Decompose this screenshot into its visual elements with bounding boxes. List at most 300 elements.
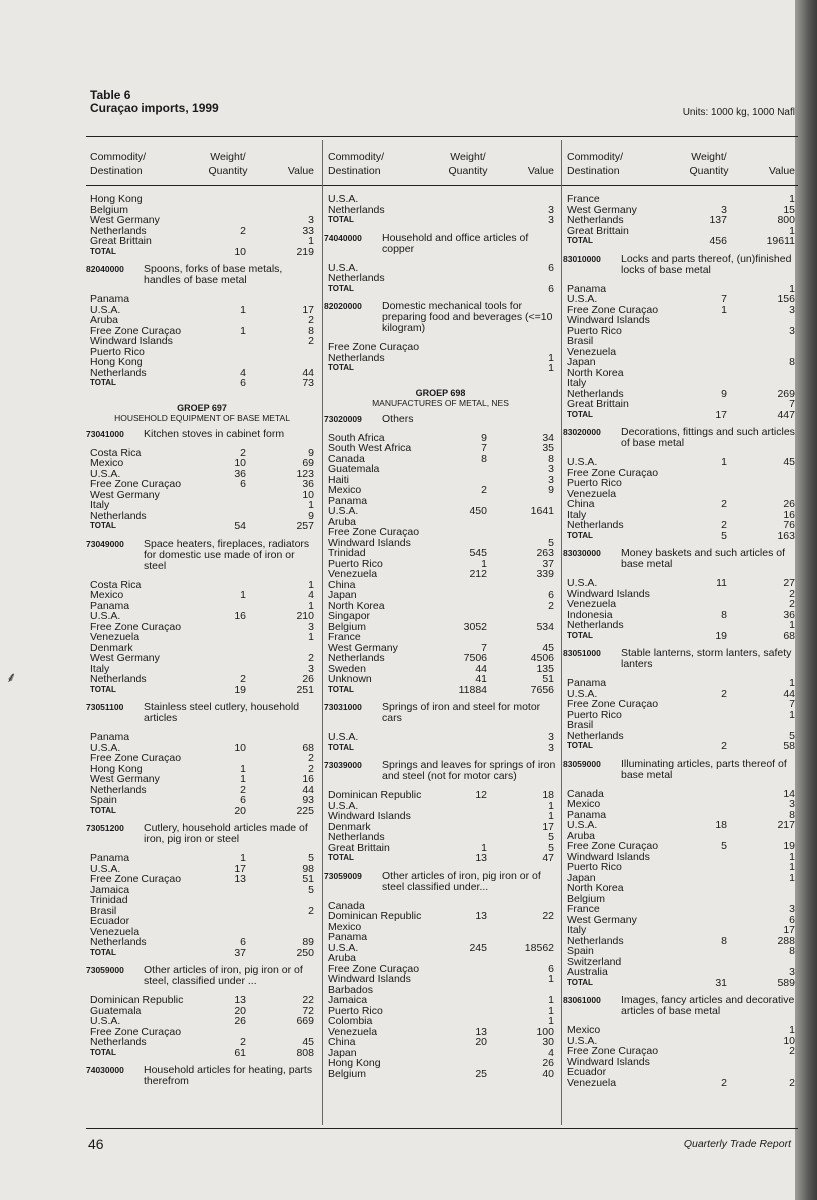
table-title: Curaçao imports, 1999: [90, 101, 219, 115]
table-row: [86, 490, 318, 501]
table-row: [86, 368, 318, 379]
commodity-destination-label: [90, 150, 146, 178]
destination-name: Free Zone Curaçao: [90, 1025, 182, 1038]
value-amount: 10: [302, 488, 314, 501]
commodity-destination-label: [567, 150, 623, 178]
table-row: [563, 699, 795, 710]
destination-name: Japan: [328, 589, 357, 601]
value-amount: 4: [308, 589, 314, 601]
value-amount: 135: [536, 662, 554, 675]
table-row: [563, 904, 795, 915]
table-row: [563, 820, 795, 831]
table-column-2: [324, 150, 557, 1079]
table-row: [563, 1067, 795, 1078]
value-amount: 534: [536, 620, 554, 633]
table-row: [563, 326, 795, 337]
weight-value: 1: [481, 557, 487, 570]
weight-value: 41: [475, 673, 487, 685]
footer-rule: [86, 1128, 798, 1129]
weight-value: 1: [721, 456, 727, 468]
total-label: TOTAL: [567, 977, 593, 987]
table-row: [324, 943, 557, 954]
destination-name: Hong Kong: [328, 1057, 381, 1069]
weight-value: 2: [721, 519, 727, 531]
value-amount: 1: [789, 193, 795, 205]
weight-value: 2: [721, 498, 727, 510]
destination-name: Venezuela: [328, 568, 378, 580]
table-row: [324, 580, 557, 591]
table-row: [324, 506, 557, 517]
table-row: [324, 832, 557, 843]
destination-name: Unknown: [328, 673, 372, 685]
destination-name: Windward Islands: [567, 850, 650, 863]
table-row: [86, 215, 318, 226]
destination-name: Puerto Rico: [567, 477, 622, 489]
value-amount: 1: [548, 1015, 554, 1027]
value-amount: 669: [296, 1015, 314, 1027]
value-amount: 1: [789, 871, 795, 884]
weight-value: 11: [716, 577, 727, 589]
table-row: [563, 925, 795, 936]
table-row: [563, 489, 795, 500]
destination-name: Brasil: [90, 904, 117, 917]
destination-name: Netherlands: [90, 783, 147, 796]
weight-value: 1: [240, 589, 246, 601]
weight-value: 5: [721, 529, 727, 542]
weight-value: 1: [240, 324, 246, 337]
value-amount: 93: [302, 794, 314, 806]
value-amount: 2: [308, 762, 314, 775]
destination-name: Windward Islands: [328, 973, 411, 985]
table-row: [86, 785, 318, 796]
commodity-heading: [324, 233, 557, 255]
value-amount: 89: [302, 936, 314, 948]
weight-label: Weight/: [210, 151, 246, 163]
destination-name: Belgium: [567, 892, 605, 905]
total-label: TOTAL: [90, 947, 116, 957]
table-row: [86, 590, 318, 601]
commodity-heading: [86, 1065, 318, 1087]
table-row: [563, 368, 795, 379]
table-row: [324, 464, 557, 475]
total-label: TOTAL: [328, 684, 354, 694]
destination-name: Canada: [567, 787, 604, 800]
destination-name: Hong Kong: [90, 356, 143, 368]
destination-name: North Korea: [328, 599, 385, 612]
units-label: Units: 1000 kg, 1000 Nafl: [682, 107, 795, 118]
weight-value: 2: [721, 687, 727, 700]
value-amount: 69: [302, 457, 314, 469]
table-row: [563, 336, 795, 347]
value-amount: 36: [302, 478, 314, 490]
weight-value: 20: [475, 1036, 487, 1048]
table-row: [86, 853, 318, 864]
table-row: [86, 315, 318, 326]
destination-name: Mexico: [90, 589, 124, 601]
value-amount: 19611: [766, 235, 795, 247]
table-row: [563, 720, 795, 731]
weight-value: 3052: [463, 620, 487, 633]
destination-name: China: [328, 1036, 356, 1048]
destination-name: Windward Islands: [567, 1055, 650, 1068]
destination-name: South Africa: [328, 431, 385, 444]
destination-name: Dominican Republic: [328, 910, 422, 922]
destination-name: Aruba: [328, 515, 357, 528]
destination-name: West Germany: [90, 214, 160, 226]
table-row: [324, 653, 557, 664]
value-amount: 6: [548, 261, 554, 274]
destination-name: Aruba: [328, 952, 357, 964]
commodity-description: Stable lanterns, storm lanters, safety lanters: [621, 647, 792, 670]
weight-value: 2: [240, 783, 246, 796]
value-amount: 7656: [530, 683, 554, 696]
total-label: TOTAL: [567, 409, 593, 419]
destination-name: Barbados: [328, 983, 373, 996]
weight-quantity-label: [436, 150, 500, 178]
weight-value: 26: [234, 1015, 246, 1027]
weight-value: 545: [469, 547, 487, 559]
destination-name: West Germany: [90, 773, 160, 785]
value-amount: 26: [302, 673, 314, 685]
destination-name: U.S.A.: [328, 731, 359, 743]
commodity-description: Domestic mechanical tools for preparing food and beverages (<=10 kilogram): [382, 300, 553, 334]
destination-name: Costa Rica: [90, 578, 142, 591]
table-row: [86, 357, 318, 368]
table-row: [563, 215, 795, 226]
page-number: 46: [88, 1136, 104, 1152]
value-amount: 156: [777, 293, 795, 305]
value-amount: 45: [302, 1036, 314, 1048]
destination-name: Colombia: [328, 1015, 373, 1027]
destination-name: Netherlands: [328, 652, 385, 664]
destination-name: U.S.A.: [90, 862, 121, 875]
value-amount: 2: [548, 599, 554, 612]
destination-name: Haiti: [328, 473, 350, 486]
commodity-heading: [563, 254, 795, 276]
table-row: [324, 569, 557, 580]
destination-name: Great Brittain: [90, 235, 152, 247]
table-row: [86, 611, 318, 622]
destination-name: Hong Kong: [90, 193, 143, 205]
total-row: [324, 215, 557, 226]
commodity-heading: [324, 414, 557, 425]
weight-value: 9: [721, 387, 727, 400]
table-row: [324, 790, 557, 801]
weight-value: 2: [240, 446, 246, 459]
table-row: [86, 294, 318, 305]
destination-name: West Germany: [567, 913, 637, 926]
commodity-heading: [324, 702, 557, 724]
value-amount: 2: [308, 335, 314, 347]
value-amount: 22: [542, 910, 554, 922]
weight-value: 13: [234, 873, 246, 885]
table-heading: [90, 89, 219, 115]
group-heading: [324, 388, 557, 408]
destination-name: Free Zone Curaçao: [328, 962, 420, 975]
destination-name: Venezuela: [567, 1076, 617, 1089]
value-amount: 33: [302, 224, 314, 237]
table-row: [563, 347, 795, 358]
table-row: [563, 1025, 795, 1036]
value-amount: 3: [789, 903, 795, 915]
destination-name: Great Brittain: [328, 841, 390, 854]
destination-name: Venezuela: [90, 631, 140, 643]
table-row: [563, 915, 795, 926]
total-row: [86, 521, 318, 532]
commodity-heading: [324, 871, 557, 893]
value-amount: 1641: [530, 505, 554, 517]
destination-name: Australia: [567, 966, 608, 978]
value-amount: 6: [548, 589, 554, 601]
commodity-heading: [563, 995, 795, 1017]
table-row: [324, 611, 557, 622]
weight-value: 8: [481, 452, 487, 465]
value-amount: 2: [789, 1045, 795, 1057]
value-amount: 27: [783, 577, 795, 589]
destination-name: Free Zone Curaçao: [567, 840, 659, 852]
total-label: TOTAL: [90, 521, 116, 530]
total-row: [563, 531, 795, 542]
table-row: [324, 932, 557, 943]
table-row: [86, 995, 318, 1006]
value-amount: 2: [308, 314, 314, 326]
commodity-label: Commodity/: [90, 151, 147, 163]
destination-name: Netherlands: [90, 673, 147, 685]
weight-value: 18: [715, 819, 727, 831]
commodity-description: Stainless steel cutlery, household articles: [144, 701, 300, 724]
destination-name: West Germany: [90, 488, 160, 501]
total-row: [563, 236, 795, 247]
weight-value: 13: [475, 852, 487, 864]
commodity-code: 73051200: [86, 823, 124, 833]
weight-value: 44: [475, 662, 487, 675]
destination-name: Windward Islands: [328, 536, 411, 549]
table-row: [324, 1016, 557, 1027]
table-row: [563, 578, 795, 589]
total-row: [563, 741, 795, 752]
value-amount: 1: [789, 708, 795, 721]
commodity-description: Springs of iron and steel for motor cars: [382, 701, 541, 724]
destination-name: U.S.A.: [328, 261, 359, 274]
value-amount: 219: [296, 245, 314, 258]
destination-name: Mexico: [567, 798, 601, 810]
table-row: [563, 810, 795, 821]
group-heading: [86, 403, 318, 423]
value-amount: 17: [302, 303, 314, 316]
value-amount: 1: [308, 499, 314, 511]
value-amount: 17: [783, 924, 795, 936]
weight-value: 20: [234, 1004, 246, 1017]
total-row: [86, 1048, 318, 1059]
destination-name: Aruba: [567, 829, 596, 842]
table-row: [86, 874, 318, 885]
destination-name: Panama: [90, 731, 130, 743]
destination-name: Japan: [567, 871, 596, 884]
value-amount: 51: [302, 873, 314, 885]
value-amount: 45: [542, 641, 554, 654]
destination-name: Brasil: [567, 719, 594, 731]
destination-name: Free Zone Curaçao: [328, 526, 420, 538]
weight-value: 6: [240, 794, 246, 806]
table-row: [86, 336, 318, 347]
weight-value: 36: [234, 467, 246, 480]
column-header: [563, 150, 795, 194]
table-row: [324, 342, 557, 353]
weight-value: 17: [715, 408, 727, 421]
destination-name: Belgium: [328, 1067, 366, 1080]
value-amount: 2: [789, 598, 795, 610]
value-amount: 44: [302, 366, 314, 379]
value-amount: 34: [542, 431, 554, 444]
destination-name: Indonesia: [567, 608, 613, 621]
table-row: [563, 883, 795, 894]
value-amount: 1: [789, 861, 795, 873]
value-amount: 3: [548, 214, 554, 226]
value-amount: 68: [783, 629, 795, 642]
total-label: TOTAL: [328, 283, 354, 293]
value-amount: 3: [308, 620, 314, 633]
weight-value: 13: [234, 994, 246, 1006]
table-row: [324, 590, 557, 601]
weight-value: 6: [240, 377, 246, 389]
weight-value: 25: [475, 1067, 487, 1080]
destination-name: U.S.A.: [90, 610, 121, 622]
value-amount: 210: [296, 610, 314, 622]
destination-name: Aruba: [90, 314, 119, 326]
group-title: GROEP 698: [415, 387, 466, 398]
destination-name: Belgium: [90, 203, 128, 216]
report-name: Quarterly Trade Report: [683, 1138, 791, 1150]
table-row: [86, 937, 318, 948]
value-amount: 9: [308, 446, 314, 459]
table-row: [563, 1078, 795, 1089]
total-label: TOTAL: [328, 215, 354, 224]
value-amount: 288: [777, 934, 795, 947]
commodity-code: 83030000: [563, 548, 601, 558]
weight-value: 31: [715, 976, 727, 989]
table-row: [86, 601, 318, 612]
value-amount: 16: [783, 508, 795, 521]
destination-name: Italy: [90, 662, 110, 675]
destination-label: Destination: [567, 165, 620, 177]
destination-name: Panama: [90, 293, 130, 305]
destination-name: Mexico: [567, 1024, 601, 1036]
value-amount: 1: [789, 850, 795, 863]
value-amount: 7: [789, 398, 795, 410]
value-amount: 257: [296, 520, 314, 532]
table-row: [563, 599, 795, 610]
value-amount: 6: [789, 913, 795, 926]
value-amount: 30: [542, 1036, 554, 1048]
destination-name: Free Zone Curaçao: [90, 873, 182, 885]
weight-value: 1: [240, 762, 246, 775]
weight-value: 13: [475, 910, 487, 922]
value-amount: 22: [302, 994, 314, 1006]
weight-value: 2: [240, 673, 246, 685]
total-row: [86, 685, 318, 696]
destination-name: Italy: [567, 377, 587, 389]
destination-name: Puerto Rico: [90, 345, 145, 358]
destination-name: Netherlands: [90, 1036, 147, 1048]
value-amount: 1: [308, 235, 314, 247]
table-row: [86, 511, 318, 522]
destination-name: Guatemala: [90, 1004, 142, 1017]
table-row: [324, 911, 557, 922]
value-amount: 269: [777, 387, 795, 400]
commodity-heading: [86, 965, 318, 987]
value-amount: 5: [548, 536, 554, 549]
value-amount: 5: [308, 883, 314, 896]
commodity-code: 73039000: [324, 760, 362, 770]
destination-name: Netherlands: [328, 272, 385, 284]
value-amount: 800: [777, 214, 795, 226]
table-row: [563, 399, 795, 410]
value-amount: 1: [308, 578, 314, 591]
destination-name: U.S.A.: [90, 741, 121, 754]
total-label: TOTAL: [90, 805, 116, 815]
table-row: [563, 294, 795, 305]
commodity-description: Kitchen stoves in cabinet form: [144, 427, 285, 440]
weight-value: 2: [721, 740, 727, 752]
table-row: [86, 479, 318, 490]
value-amount: 16: [302, 773, 314, 785]
destination-name: Free Zone Curaçao: [90, 324, 182, 337]
weight-value: 37: [234, 946, 246, 959]
margin-mark: ⸙: [6, 669, 17, 685]
weight-value: 2: [240, 224, 246, 237]
commodity-code: 82020000: [324, 301, 362, 311]
destination-name: Panama: [567, 677, 607, 689]
weight-value: 11884: [458, 683, 487, 696]
destination-name: Netherlands: [567, 387, 624, 400]
weight-value: 212: [469, 568, 487, 580]
total-row: [86, 806, 318, 817]
group-subtitle: MANUFACTURES OF METAL, NES: [372, 397, 509, 408]
destination-name: Japan: [328, 1046, 357, 1059]
weight-value: 13: [475, 1025, 487, 1038]
weight-value: 54: [234, 520, 246, 532]
commodity-heading: [86, 702, 318, 724]
destination-name: France: [567, 193, 600, 205]
destination-name: Italy: [567, 508, 587, 521]
value-amount: 5: [548, 831, 554, 843]
value-amount: 1: [789, 619, 795, 631]
value-amount: 17: [542, 820, 554, 833]
value-amount: 6: [548, 282, 554, 295]
destination-name: U.S.A.: [90, 467, 121, 480]
value-amount: 5: [789, 729, 795, 742]
column-divider: [322, 140, 323, 1125]
total-row: [324, 743, 557, 754]
value-amount: 1: [789, 224, 795, 237]
table-row: [324, 496, 557, 507]
weight-value: 4: [240, 366, 246, 379]
value-amount: 19: [783, 840, 795, 852]
weight-value: 245: [469, 941, 487, 954]
value-amount: 3: [789, 303, 795, 316]
table-row: [86, 895, 318, 906]
value-amount: 68: [302, 741, 314, 754]
destination-name: Singapor: [328, 610, 371, 622]
weight-value: 61: [234, 1046, 246, 1059]
commodity-description: Household and office articles of copper: [382, 231, 529, 255]
group-title: GROEP 697: [177, 402, 227, 413]
commodity-description: Others: [382, 412, 414, 425]
value-amount: 37: [542, 557, 554, 570]
destination-name: Venezuela: [567, 345, 617, 358]
value-amount: 217: [777, 819, 795, 831]
value-amount: 1: [548, 351, 554, 364]
